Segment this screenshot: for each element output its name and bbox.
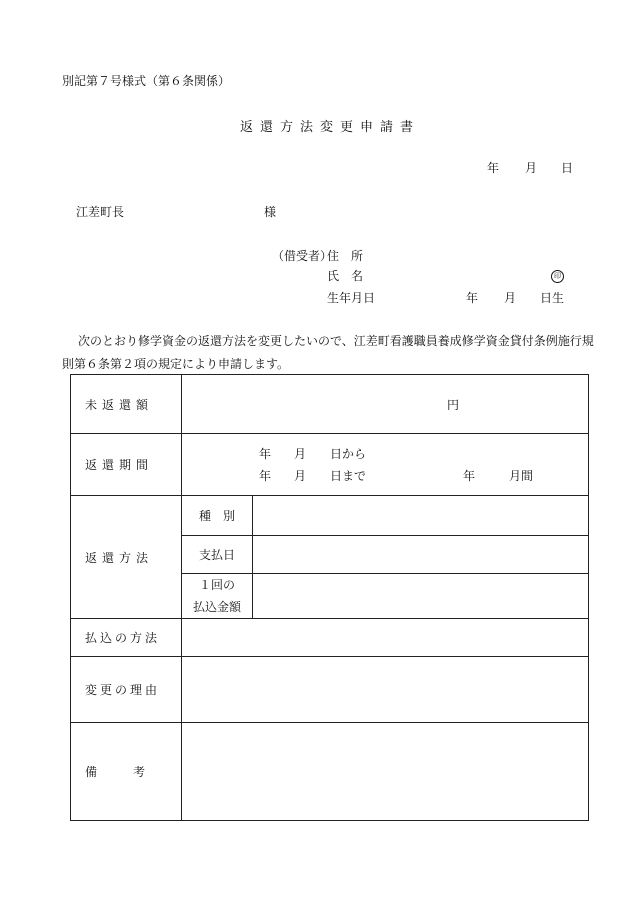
change-reason-label: 変更の理由 bbox=[71, 657, 182, 723]
kind-label: 種 別 bbox=[182, 496, 253, 536]
seal-mark: 印 bbox=[551, 270, 564, 283]
applicant-role: （借受者） bbox=[272, 249, 333, 263]
form-number-label: 別記第７号様式（第６条関係） bbox=[62, 74, 231, 88]
period-to-day: 日まで bbox=[330, 469, 367, 483]
row-remarks bbox=[71, 723, 589, 821]
addressee-honorific: 様 bbox=[264, 205, 277, 219]
period-from-month: 月 bbox=[294, 447, 307, 461]
installment-amount-label-line2: 払込金額 bbox=[192, 600, 241, 614]
repayment-period-label: 返還期間 bbox=[71, 434, 182, 496]
row-method-kind bbox=[71, 496, 589, 536]
period-total-year: 年 bbox=[463, 469, 476, 483]
payday-field[interactable] bbox=[253, 536, 589, 574]
application-statement: 次のとおり修学資金の返還方法を変更したいので、江差町看護職員養成修学資金貸付条例施行規則第６条第２項の規定により申請します。 bbox=[62, 334, 594, 371]
date-year-label: 年 bbox=[487, 161, 500, 175]
payment-method-field[interactable] bbox=[182, 619, 589, 657]
birthdate-label: 生年月日 bbox=[327, 291, 376, 305]
payday-label: 支払日 bbox=[182, 536, 253, 574]
yen-unit: 円 bbox=[447, 398, 460, 412]
period-to-month: 月 bbox=[294, 469, 307, 483]
birth-month-label: 月 bbox=[504, 291, 517, 305]
birth-day-label: 日生 bbox=[540, 291, 565, 305]
row-payment-method bbox=[71, 619, 589, 657]
change-reason-field[interactable] bbox=[182, 657, 589, 723]
name-label: 氏 名 bbox=[327, 269, 364, 283]
period-to-year: 年 bbox=[259, 469, 272, 483]
row-unpaid-amount bbox=[71, 375, 589, 434]
installment-amount-label bbox=[182, 574, 253, 619]
repayment-method-label: 返還方法 bbox=[71, 496, 182, 619]
installment-amount-label-line1: １回の bbox=[198, 578, 235, 592]
unpaid-amount-field[interactable] bbox=[182, 375, 589, 434]
unpaid-amount-label: 未返還額 bbox=[71, 375, 182, 434]
kind-field[interactable] bbox=[253, 496, 589, 536]
document-title: 返還方法変更申請書 bbox=[240, 120, 421, 135]
payment-method-label: 払込の方法 bbox=[71, 619, 182, 657]
application-form-table bbox=[70, 374, 589, 821]
installment-amount-field[interactable] bbox=[253, 574, 589, 619]
period-total-months: 月間 bbox=[509, 469, 534, 483]
period-from-day: 日から bbox=[330, 447, 367, 461]
addressee-name: 江差町長 bbox=[76, 205, 125, 219]
period-from-year: 年 bbox=[259, 447, 272, 461]
date-month-label: 月 bbox=[525, 161, 538, 175]
repayment-period-field[interactable] bbox=[182, 434, 589, 496]
remarks-field[interactable] bbox=[182, 723, 589, 821]
birth-year-label: 年 bbox=[466, 291, 479, 305]
address-label: 住 所 bbox=[327, 249, 364, 263]
remarks-label: 備 考 bbox=[71, 723, 182, 821]
date-day-label: 日 bbox=[561, 161, 574, 175]
row-repayment-period bbox=[71, 434, 589, 496]
row-change-reason bbox=[71, 657, 589, 723]
